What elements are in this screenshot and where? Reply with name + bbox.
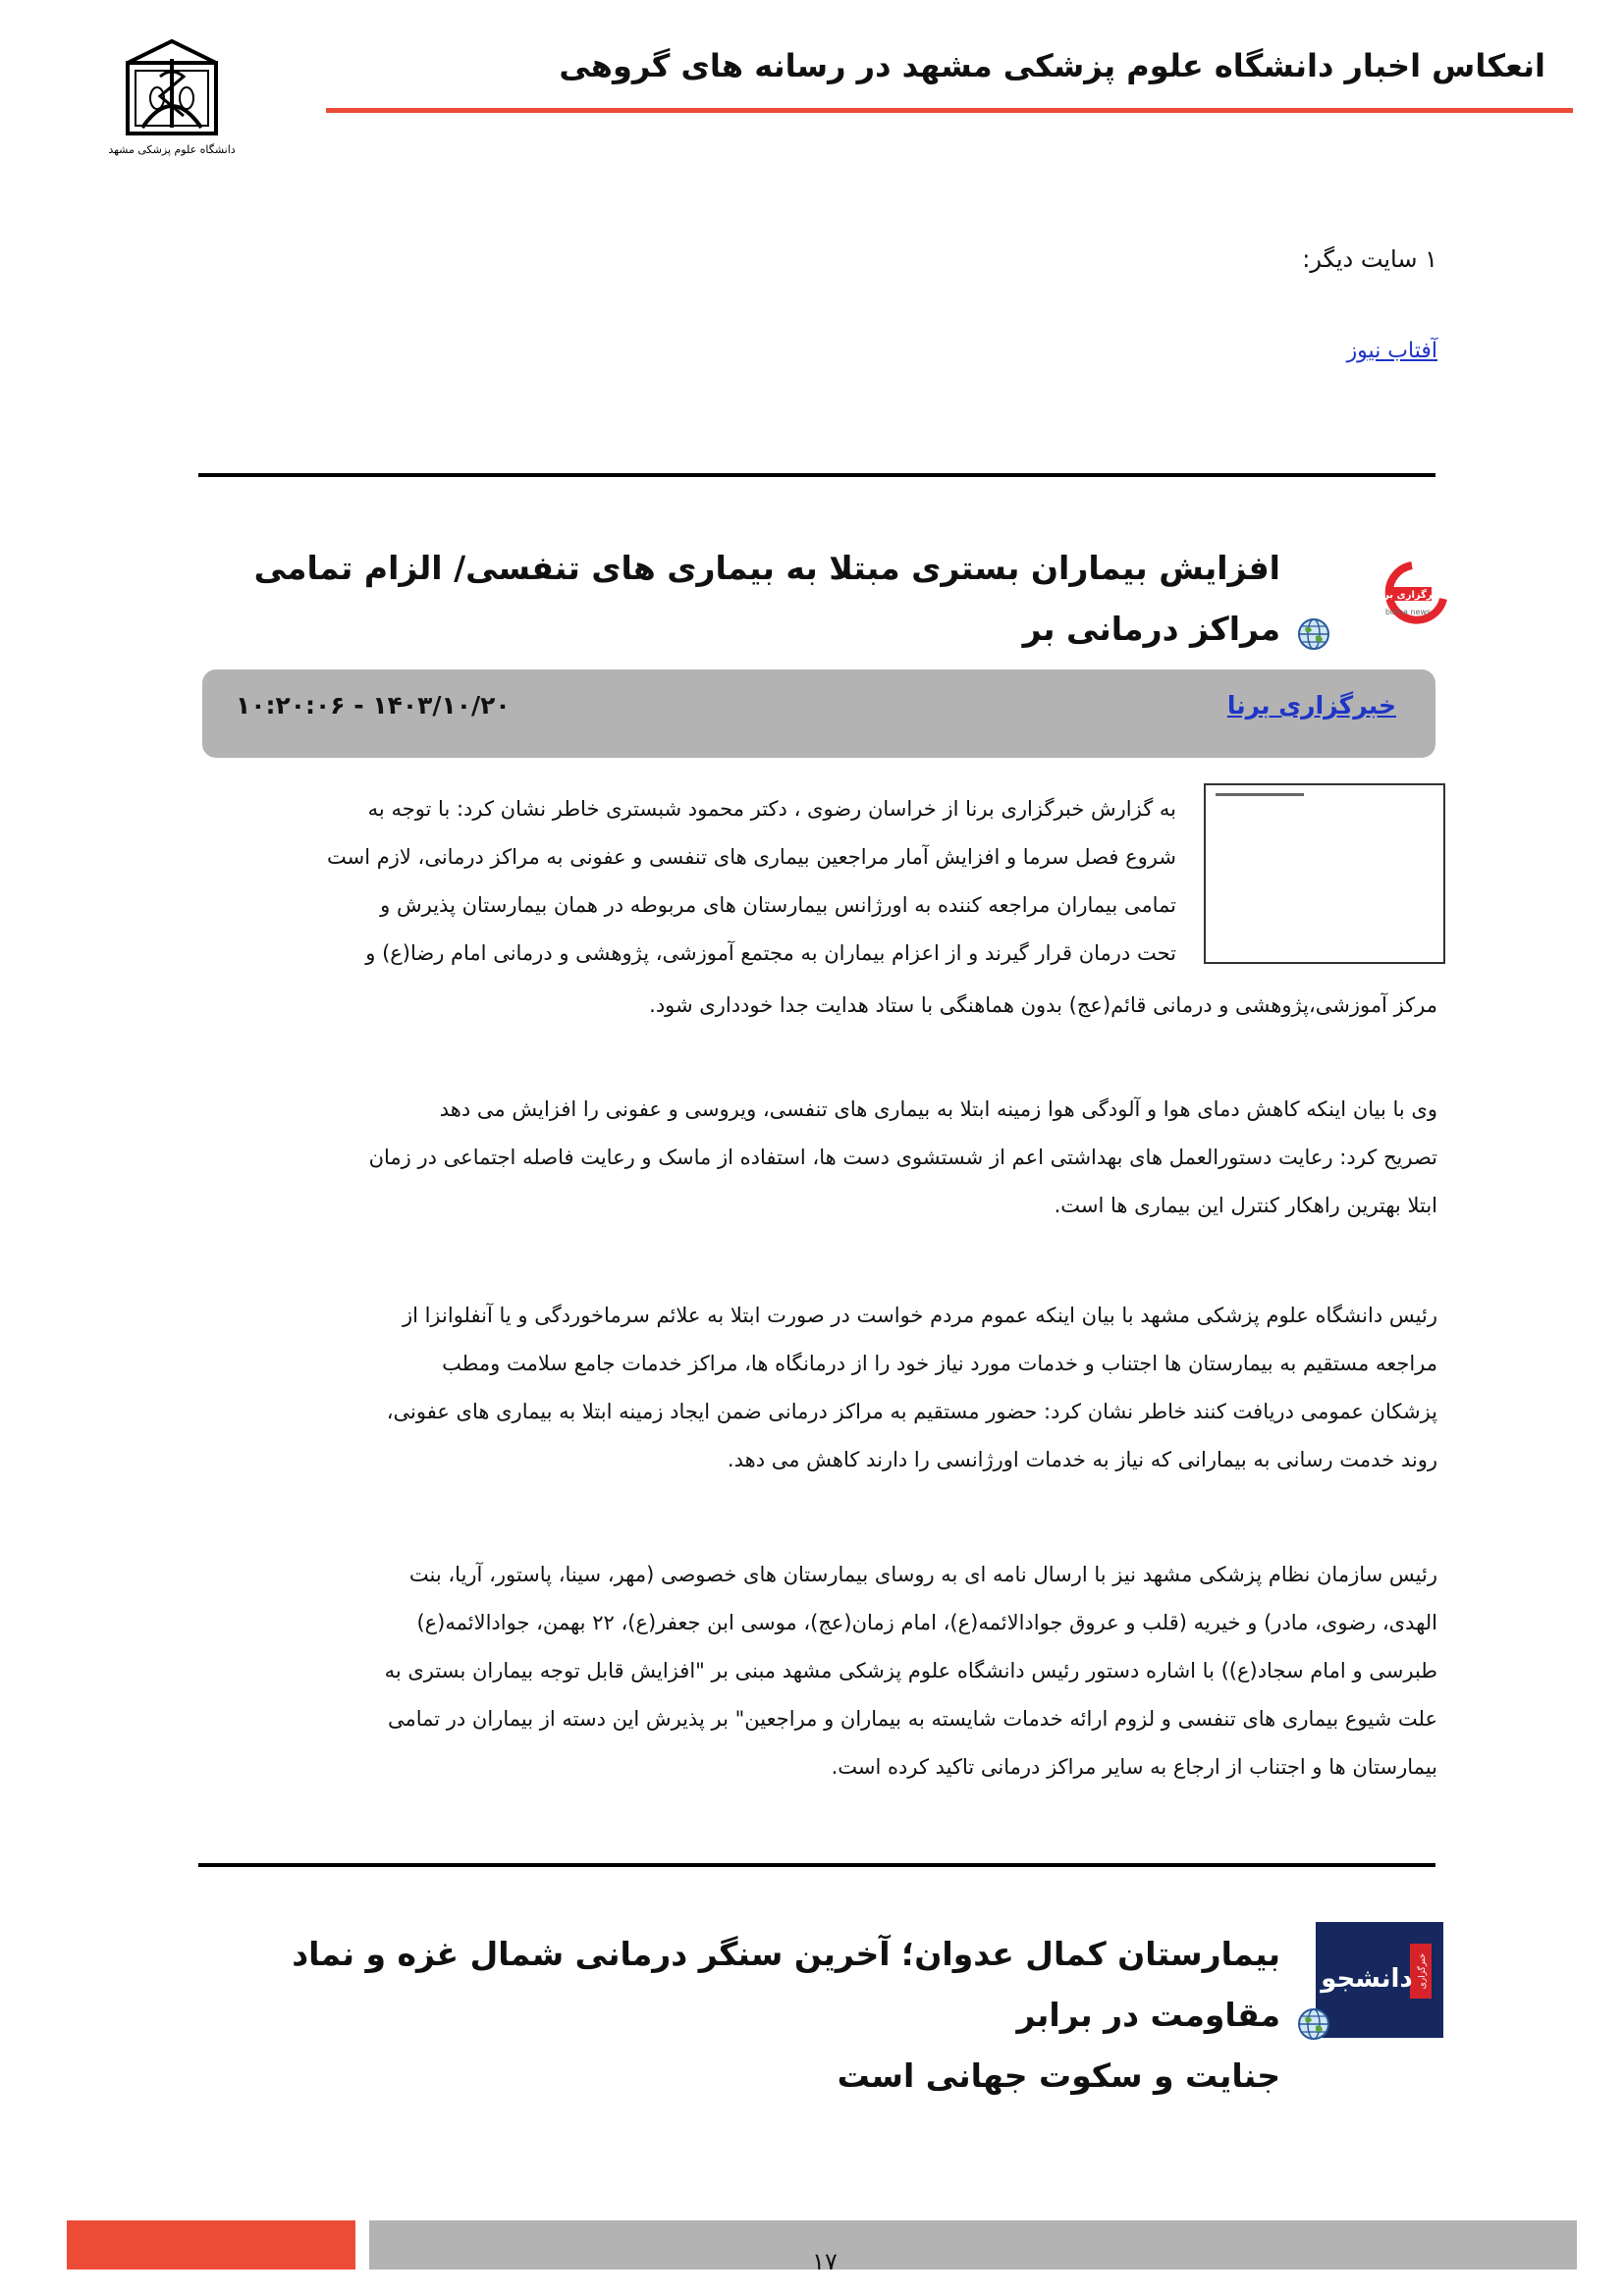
paragraph-line: روند خدمت رسانی به بیمارانی که نیاز به خدمات اورژانسی را دارند کاهش می دهد. bbox=[727, 1448, 1437, 1471]
daneshjoo-logo-text: دانشجو bbox=[1321, 1964, 1413, 1994]
paragraph-line: مرکز آموزشی،پژوهشی و درمانی قائم(عج) بدون هماهنگی با ستاد هدایت جدا خودداری شود. bbox=[649, 993, 1437, 1017]
borna-news-logo bbox=[1375, 560, 1451, 638]
university-seal-icon bbox=[108, 37, 236, 165]
paragraph-line: الهدی، رضوی، مادر) و خیریه (قلب و عروق جوادالائمه(ع)، امام زمان(عج)، موسی ابن جعفر(ع)، ۲۲ بهمن، جوادالائمه(ع) bbox=[416, 1611, 1437, 1634]
daneshjoo-logo-badge: خبرگزاری bbox=[1418, 1952, 1428, 1990]
paragraph-line: تصریح کرد: رعایت دستورالعمل های بهداشتی اعم از شستشوی دست ها، استفاده از ماسک و رعایت فاصله اجتماعی در زمان bbox=[368, 1146, 1437, 1169]
article1-paragraph-1 bbox=[327, 785, 1176, 978]
paragraph-line: به گزارش خبرگزاری برنا از خراسان رضوی ، دکتر محمود شبستری خاطر نشان کرد: با توجه به bbox=[367, 797, 1176, 821]
article1-headline-line: افزایش بیماران بستری مبتلا به بیماری های تنفسی/ الزام تمامی مراکز درمانی بر bbox=[253, 549, 1280, 648]
paragraph-line: رئیس دانشگاه علوم پزشکی مشهد با بیان اینکه عموم مردم خواست در صورت ابتلا به علائم سرماخوردگی و یا آنفلوانزا از bbox=[402, 1304, 1437, 1327]
header-title: انعکاس اخبار دانشگاه علوم پزشکی مشهد در رسانه های گروهی bbox=[559, 47, 1545, 84]
globe-icon bbox=[1296, 616, 1331, 652]
globe-icon bbox=[1296, 2006, 1331, 2042]
article2-headline-line: جنایت و سکوت جهانی است bbox=[837, 2056, 1280, 2095]
footer-bar bbox=[369, 2220, 1577, 2269]
article-divider bbox=[198, 473, 1435, 477]
paragraph-line: علت شیوع بیماری های تنفسی و لزوم ارائه خدمات شایسته به بیماران و مراجعین" بر پذیرش این دسته از بیماران در تمامی bbox=[387, 1707, 1437, 1731]
article1-paragraph-2 bbox=[369, 1086, 1437, 1230]
paragraph-line: مراجعه مستقیم به بیمارستان ها اجتناب و خدمات مورد نیاز خود را از درمانگاه ها، مراکز خدمات جامع سلامت ومطب bbox=[442, 1352, 1437, 1375]
article1-paragraph-3 bbox=[387, 1292, 1437, 1484]
paragraph-line: بیمارستان ها و اجتناب از ارجاع به سایر مراکز درمانی تاکید کرده است. bbox=[831, 1755, 1437, 1779]
other-sites-label: ۱ سایت دیگر: bbox=[1302, 245, 1437, 273]
article1-paragraph-1-end bbox=[649, 982, 1437, 1030]
paragraph-line: ابتلا بهترین راهکار کنترل این بیماری ها است. bbox=[1054, 1194, 1437, 1217]
header-rule bbox=[326, 108, 1573, 113]
article-thumbnail bbox=[1204, 783, 1445, 964]
borna-logo-sub: borna news bbox=[1384, 608, 1432, 616]
paragraph-line: تحت درمان قرار گیرند و از اعزام بیماران به مجتمع آموزشی، پژوهشی و درمانی امام رضا(ع) و bbox=[365, 941, 1176, 965]
paragraph-line: پزشکان عمومی دریافت کنند خاطر نشان کرد: حضور مستقیم به مراکز درمانی ضمن ایجاد زمینه ابتلا به بیماری های عفونی، bbox=[386, 1400, 1437, 1423]
article-date: ۱۴۰۳/۱۰/۲۰ - ۱۰:۲۰:۰۶ bbox=[236, 691, 511, 720]
article-divider bbox=[198, 1863, 1435, 1867]
footer-accent-bar bbox=[67, 2220, 355, 2269]
paragraph-line: شروع فصل سرما و افزایش آمار مراجعین بیماری های تنفسی و عفونی به مراکز درمانی، لازم است bbox=[327, 845, 1176, 869]
other-site-link[interactable]: آفتاب نیوز bbox=[1346, 339, 1437, 363]
source-link[interactable]: خبرگزاری برنا bbox=[1226, 691, 1396, 720]
paragraph-line: وی با بیان اینکه کاهش دمای هوا و آلودگی هوا زمینه ابتلا به بیماری های تنفسی، ویروسی و عفونی را افزایش می دهد bbox=[439, 1097, 1437, 1121]
paragraph-line: طبرسی و امام سجاد(ع)) با اشاره دستور رئیس دانشگاه علوم پزشکی مشهد مبنی بر "افزایش قابل توجه بیماران بستری به bbox=[384, 1659, 1437, 1682]
article2-headline[interactable] bbox=[249, 1924, 1280, 2107]
paragraph-line: تمامی بیماران مراجعه کننده به اورژانس بیمارستان های مربوطه در همان بیمارستان پذیرش و bbox=[380, 893, 1176, 917]
article1-paragraph-4 bbox=[385, 1551, 1437, 1791]
paragraph-line: رئیس سازمان نظام پزشکی مشهد نیز با ارسال نامه ای به روسای بیمارستان های خصوصی (مهر، سینا، پاستور، آریا، بنت bbox=[408, 1563, 1437, 1586]
logo-caption: دانشگاه علوم پزشکی مشهد bbox=[108, 143, 236, 156]
daneshjoo-news-logo bbox=[1316, 1922, 1443, 2038]
page-number: ۱۷ bbox=[812, 2248, 838, 2275]
article2-headline-line: بیمارستان کمال عدوان؛ آخرین سنگر درمانی شمال غزه و نماد مقاومت در برابر bbox=[292, 1935, 1280, 2034]
source-bar bbox=[202, 669, 1435, 758]
borna-logo-text: خبرگزاری برنا bbox=[1376, 590, 1444, 601]
